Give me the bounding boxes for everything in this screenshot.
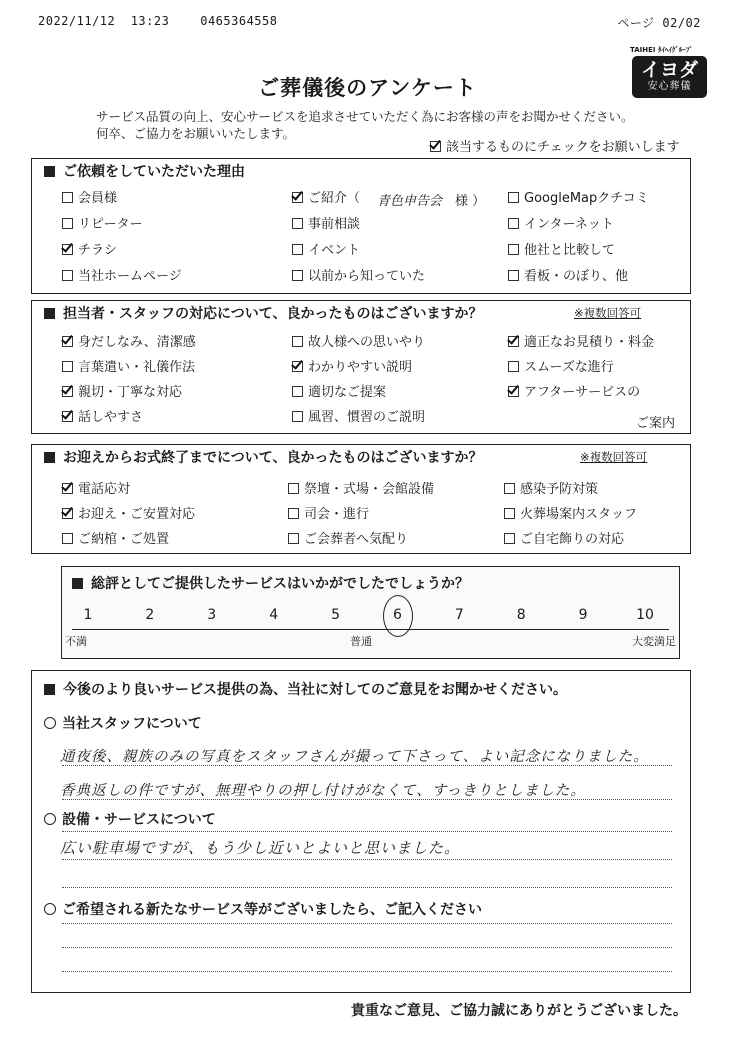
fax-header	[0, 14, 735, 34]
rating-option-3[interactable]: 3	[207, 607, 217, 623]
rating-option-6[interactable]: 6	[392, 607, 402, 623]
checkbox-icon[interactable]	[508, 192, 519, 203]
option-label: ご納棺・ご処置	[78, 532, 170, 547]
section-reason-title: ご依頼をしていただいた理由	[44, 161, 245, 181]
opinion-section	[31, 670, 691, 993]
rating-option-7[interactable]: 7	[454, 607, 464, 623]
rating-scale-line	[72, 629, 669, 630]
option-label: 事前相談	[308, 217, 361, 232]
checkbox-icon[interactable]	[62, 270, 73, 281]
option-label: ご紹介（	[308, 191, 361, 206]
checkbox-icon[interactable]	[508, 218, 519, 229]
circle-bullet-icon	[44, 903, 56, 915]
circle-bullet-icon	[44, 717, 56, 729]
section3-option-2[interactable]	[288, 481, 434, 498]
section1-option-5[interactable]	[292, 216, 360, 233]
checkbox-icon[interactable]	[62, 361, 73, 372]
option-label: 会員様	[78, 191, 118, 206]
section2-option-8[interactable]	[292, 384, 386, 401]
writing-line	[62, 971, 672, 972]
section1-option-1[interactable]	[62, 190, 117, 207]
section1-option-11[interactable]	[292, 268, 425, 285]
option-label: 司会・進行	[304, 507, 370, 522]
writing-line	[62, 831, 672, 832]
section3-option-3[interactable]	[504, 481, 598, 498]
section1-option-9[interactable]	[508, 242, 615, 259]
option-label: 適正なお見積り・料金	[524, 335, 655, 350]
option-label: 身だしなみ、清潔感	[78, 335, 196, 350]
checkbox-icon[interactable]	[508, 361, 519, 372]
option-label: インターネット	[524, 217, 614, 232]
rating-option-8[interactable]: 8	[516, 607, 526, 623]
rating-option-5[interactable]: 5	[331, 607, 340, 623]
option-label: 看板・のぼり、他	[524, 269, 629, 284]
section-staff	[31, 300, 691, 434]
checkbox-icon[interactable]	[62, 336, 73, 347]
checkbox-icon[interactable]	[62, 508, 73, 519]
writing-line	[62, 859, 672, 860]
section3-option-8[interactable]	[288, 531, 408, 548]
section2-option-10[interactable]	[62, 409, 143, 426]
fax-number: 0465364558	[200, 14, 278, 28]
multiple-answers-note: ※複数回答可	[580, 450, 648, 464]
option-label: 火葬場案内スタッフ	[520, 507, 638, 522]
square-bullet-icon	[44, 166, 55, 177]
referral-note-suffix: 様 ）	[455, 194, 486, 209]
question-facility: 設備・サービスについて	[44, 809, 216, 829]
checkbox-icon[interactable]	[62, 192, 73, 203]
section2-option-7[interactable]	[62, 384, 182, 401]
option-label: アフターサービスの	[524, 385, 641, 400]
question-staff: 当社スタッフについて	[44, 713, 202, 733]
answer-staff-line-1: 通夜後、親族のみの写真をスタッフさんが撮って下さって、よい記念になりました。	[60, 749, 649, 765]
section2-option-9[interactable]	[508, 384, 640, 401]
checkbox-icon[interactable]	[508, 270, 519, 281]
intro-line-2: 何卒、ご協力をお願いいたします。	[96, 126, 296, 141]
section1-option-7[interactable]	[62, 242, 117, 259]
writing-line	[62, 887, 672, 888]
checkbox-icon[interactable]	[288, 533, 299, 544]
option-label: 適切なご提案	[308, 385, 387, 400]
checkbox-icon[interactable]	[504, 508, 515, 519]
checkbox-icon[interactable]	[62, 386, 73, 397]
square-bullet-icon	[44, 684, 55, 695]
section1-option-10[interactable]	[62, 268, 182, 285]
option-label: ご会葬者へ気配り	[304, 532, 409, 547]
section2-option-4[interactable]	[62, 359, 195, 376]
option-label: 電話応対	[78, 482, 131, 497]
writing-line	[62, 923, 672, 924]
checkbox-icon[interactable]	[508, 386, 519, 397]
writing-line	[62, 947, 672, 948]
section2-option-11[interactable]	[292, 409, 425, 426]
circle-bullet-icon	[44, 813, 56, 825]
section2-option-1[interactable]	[62, 334, 196, 351]
square-bullet-icon	[44, 308, 55, 319]
check-instruction-text: 該当するものにチェックをお願いします	[446, 140, 680, 155]
rating-high-label: 大変満足	[632, 635, 676, 648]
option-label: チラシ	[78, 243, 118, 258]
section1-option-4[interactable]	[62, 216, 142, 233]
checkbox-icon[interactable]	[62, 244, 73, 255]
section3-option-1[interactable]	[62, 481, 130, 498]
option-label: 親切・丁寧な対応	[78, 385, 183, 400]
check-instruction	[430, 136, 680, 155]
rating-mid-label: 普通	[350, 635, 372, 648]
question-new-service: ご希望される新たなサービス等がございましたら、ご記入ください	[44, 899, 482, 919]
opinion-title: 今後のより良いサービス提供の為、当社に対してのご意見をお聞かせください。	[44, 679, 567, 699]
writing-line	[62, 765, 672, 766]
option-label: 他社と比較して	[524, 243, 616, 258]
referral-note: 青色申告会	[377, 194, 443, 209]
checkbox-icon[interactable]	[288, 483, 299, 494]
square-bullet-icon	[72, 578, 83, 589]
section2-option-5[interactable]	[292, 359, 412, 376]
fax-left	[38, 14, 277, 28]
checkbox-icon[interactable]	[62, 533, 73, 544]
section2-option-2[interactable]	[292, 334, 425, 351]
option-label: 言葉遣い・礼儀作法	[78, 360, 196, 375]
answer-staff-line-2: 香典返しの件ですが、無理やりの押し付けがなくて、すっきりとしました。	[60, 783, 586, 799]
section-reason	[31, 158, 691, 294]
option-label: お迎え・ご安置対応	[78, 507, 196, 522]
document-title: ご葬儀後のアンケート	[258, 76, 477, 100]
rating-option-10[interactable]: 10	[636, 607, 654, 623]
after-service-continuation: ご案内	[636, 416, 676, 431]
section3-option-4[interactable]	[62, 506, 195, 523]
section-staff-title: 担当者・スタッフの対応について、良かったものはございますか？	[44, 303, 482, 323]
option-label: ご自宅飾りの対応	[520, 532, 625, 547]
section3-option-9[interactable]	[504, 531, 624, 548]
option-label: 当社ホームページ	[78, 269, 182, 284]
section1-option-6[interactable]	[508, 216, 614, 233]
section3-option-6[interactable]	[504, 506, 637, 523]
checkbox-icon[interactable]	[292, 336, 303, 347]
rating-low-label: 不満	[65, 635, 87, 648]
section1-option-12[interactable]	[508, 268, 628, 285]
section2-option-6[interactable]	[508, 359, 614, 376]
answer-facility-line-1: 広い駐車場ですが、もう少し近いとよいと思いました。	[60, 839, 461, 857]
checkbox-icon[interactable]	[62, 483, 73, 494]
checkbox-icon[interactable]	[292, 244, 303, 255]
checkbox-icon[interactable]	[292, 218, 303, 229]
checkbox-icon[interactable]	[292, 270, 303, 281]
option-label: 話しやすさ	[78, 410, 144, 425]
option-label: スムーズな進行	[524, 360, 614, 375]
checkbox-icon[interactable]	[292, 386, 303, 397]
option-label: 故人様への思いやり	[308, 335, 426, 350]
writing-line	[62, 799, 672, 800]
logo-name: イヨダ	[640, 59, 698, 81]
section-ceremony	[31, 444, 691, 554]
overall-rating	[61, 566, 680, 659]
checkbox-icon[interactable]	[504, 533, 515, 544]
checkbox-icon[interactable]	[508, 244, 519, 255]
checkbox-icon[interactable]	[62, 411, 73, 422]
option-label: GoogleMapクチコミ	[524, 191, 649, 206]
logo-group-text: TAIHEI ﾀｲﾍｲｸﾞﾙｰﾌﾟ	[630, 46, 693, 54]
rating-option-9[interactable]: 9	[578, 607, 588, 623]
checkbox-icon[interactable]	[504, 483, 515, 494]
checkbox-icon[interactable]	[292, 192, 303, 203]
option-label: 風習、慣習のご説明	[308, 410, 426, 425]
section3-option-5[interactable]	[288, 506, 369, 523]
fax-time: 13:23	[130, 14, 170, 28]
section1-option-3[interactable]	[508, 190, 649, 207]
option-label: わかりやすい説明	[308, 360, 413, 375]
square-bullet-icon	[44, 452, 55, 463]
footer-thanks: 貴重なご意見、ご協力誠にありがとうございました。	[351, 1003, 687, 1019]
section1-option-2[interactable]	[292, 190, 360, 207]
rating-option-1[interactable]: 1	[83, 607, 93, 623]
checkbox-icon[interactable]	[292, 361, 303, 372]
section2-option-3[interactable]	[508, 334, 654, 351]
rating-option-4[interactable]: 4	[269, 607, 279, 623]
checkbox-icon[interactable]	[508, 336, 519, 347]
checkbox-icon[interactable]	[292, 411, 303, 422]
option-label: 祭壇・式場・会館設備	[304, 482, 435, 497]
intro-line-1: サービス品質の向上、安心サービスを追求させていただく為にお客様の声をお聞かせください。	[96, 109, 634, 124]
multiple-answers-note: ※複数回答可	[574, 306, 642, 320]
rating-title: 総評としてご提供したサービスはいかがでしたでしょうか？	[72, 573, 469, 593]
section1-option-8[interactable]	[292, 242, 360, 259]
fax-page: ページ 02/02	[617, 16, 701, 30]
checkbox-icon[interactable]	[288, 508, 299, 519]
logo-tagline: 安心葬儀	[647, 81, 692, 92]
section-ceremony-title: お迎えからお式終了までについて、良かったものはございますか？	[44, 447, 482, 467]
rating-option-2[interactable]: 2	[145, 607, 155, 623]
option-label: リピーター	[78, 217, 143, 232]
selected-rating-circle	[383, 595, 413, 637]
option-label: 感染予防対策	[520, 482, 599, 497]
option-label: イベント	[308, 243, 361, 258]
checkbox-icon	[430, 141, 441, 152]
option-label: 以前から知っていた	[308, 269, 426, 284]
fax-date: 2022/11/12	[38, 14, 116, 28]
checkbox-icon[interactable]	[62, 218, 73, 229]
section3-option-7[interactable]	[62, 531, 169, 548]
